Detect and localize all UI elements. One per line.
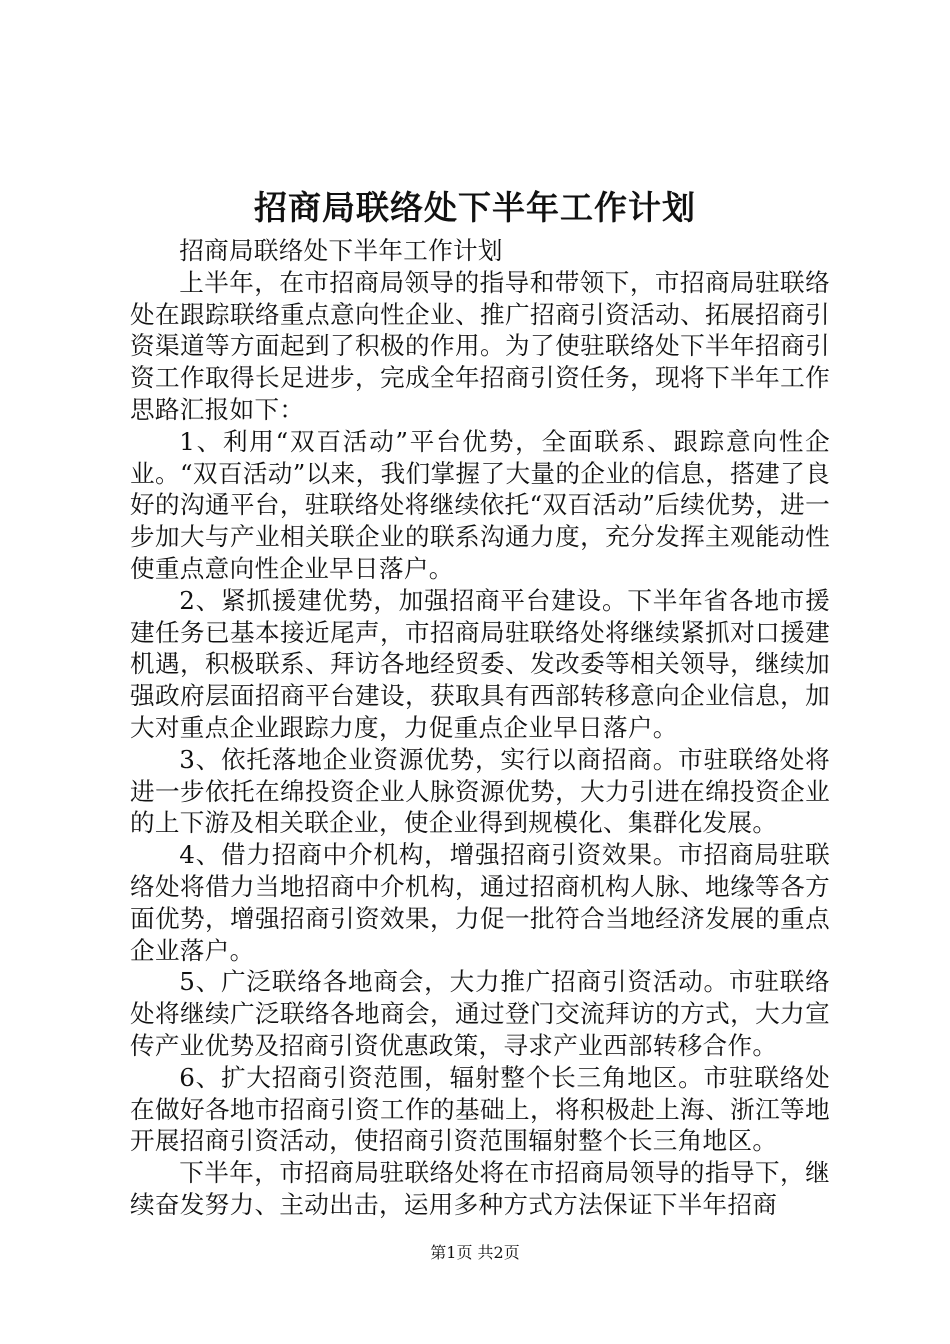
document-title: 招商局联络处下半年工作计划 <box>254 188 696 227</box>
document-body <box>130 235 830 1221</box>
paragraph-item-4: 4、借力招商中介机构，增强招商引资效果。市招商局驻联络处将借力当地招商中介机构，通过招商机构人脉、地缘等各方面优势，增强招商引资效果，力促一批符合当地经济发展的重点企业落户。 <box>130 840 830 965</box>
paragraph-item-1: 1、利用“双百活动”平台优势，全面联系、跟踪意向性企业。“双百活动”以来，我们掌握了大量的企业的信息，搭建了良好的沟通平台，驻联络处将继续依托“双百活动”后续优势，进一步加大与产业相关联企业的联系沟通力度，充分发挥主观能动性使重点意向性企业早日落户。 <box>130 426 830 583</box>
paragraph-subtitle: 招商局联络处下半年工作计划 <box>179 236 503 265</box>
page-footer: 第1页 共2页 <box>430 1243 520 1262</box>
paragraph-item-2: 2、紧抓援建优势，加强招商平台建设。下半年省各地市援建任务已基本接近尾声，市招商局驻联络处将继续紧抓对口援建机遇，积极联系、拜访各地经贸委、发改委等相关领导，继续加强政府层面招商平台建设，获取具有西部转移意向企业信息，加大对重点企业跟踪力度，力促重点企业早日落户。 <box>130 585 830 742</box>
paragraph-item-3: 3、依托落地企业资源优势，实行以商招商。市驻联络处将进一步依托在绵投资企业人脉资源优势，大力引进在绵投资企业的上下游及相关联企业，使企业得到规模化、集群化发展。 <box>130 744 830 838</box>
paragraph-item-6: 6、扩大招商引资范围，辐射整个长三角地区。市驻联络处在做好各地市招商引资工作的基础上，将积极赴上海、浙江等地开展招商引资活动，使招商引资范围辐射整个长三角地区。 <box>130 1062 830 1156</box>
paragraph-item-5: 5、广泛联络各地商会，大力推广招商引资活动。市驻联络处将继续广泛联络各地商会，通过登门交流拜访的方式，大力宣传产业优势及招商引资优惠政策，寻求产业西部转移合作。 <box>130 967 830 1060</box>
paragraph-intro: 上半年，在市招商局领导的指导和带领下，市招商局驻联络处在跟踪联络重点意向性企业、推广招商引资活动、拓展招商引资渠道等方面起到了积极的作用。为了使驻联络处下半年招商引资工作取得长足进步，完成全年招商引资任务，现将下半年工作思路汇报如下： <box>130 267 830 424</box>
paragraph-conclusion: 下半年，市招商局驻联络处将在市招商局领导的指导下，继续奋发努力、主动出击，运用多种方式方法保证下半年招商 <box>130 1158 830 1219</box>
